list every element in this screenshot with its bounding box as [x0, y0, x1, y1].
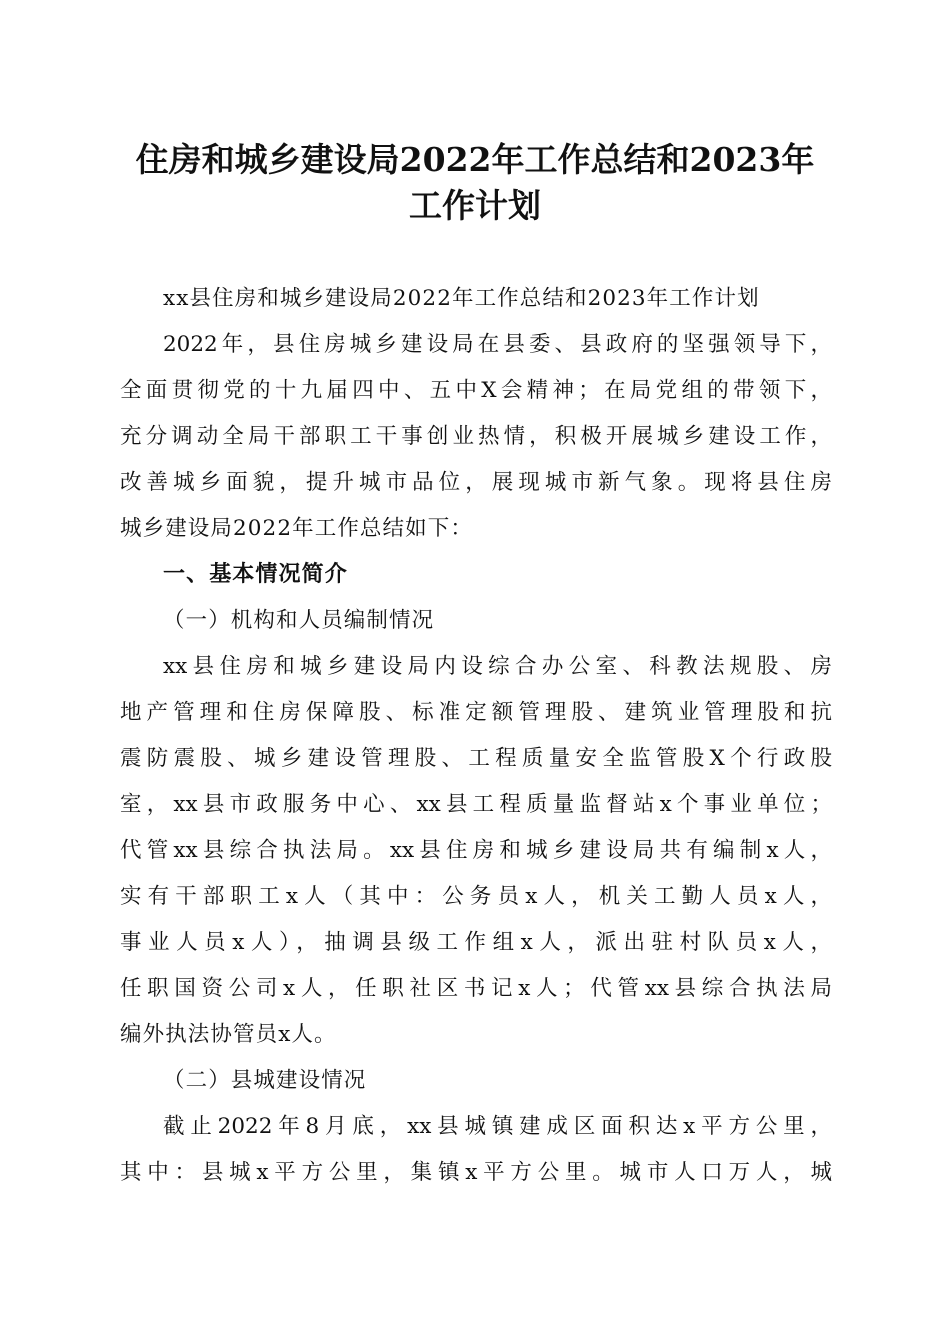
body-line: 编外执法协管员x人。: [120, 1022, 337, 1047]
body-line: xx县住房和城乡建设局内设综合办公室、科教法规股、房: [163, 654, 832, 679]
body-line: 充分调动全局干部职工干事创业热情，积极开展城乡建设工作，: [120, 424, 832, 449]
document-body: [120, 276, 832, 1196]
body-line: 代管xx县综合执法局。xx县住房和城乡建设局共有编制x人，: [120, 838, 832, 863]
body-line: 其中：县城x平方公里，集镇x平方公里。城市人口万人，城: [120, 1160, 832, 1185]
body-line: 截止2022年8月底，xx县城镇建成区面积达x平方公里，: [163, 1114, 832, 1139]
body-line: 室，xx县市政服务中心、xx县工程质量监督站x个事业单位；: [120, 792, 832, 817]
body-line: 全面贯彻党的十九届四中、五中X会精神；在局党组的带领下，: [120, 378, 832, 403]
body-line: 任职国资公司x人，任职社区书记x人；代管xx县综合执法局: [120, 976, 832, 1001]
body-line: 实有干部职工x人（其中：公务员x人，机关工勤人员x人，: [120, 884, 832, 909]
subsection-heading: （二）县城建设情况: [163, 1068, 367, 1093]
document-title-line-1: 住房和城乡建设局2022年工作总结和2023年: [135, 140, 815, 179]
body-line: 改善城乡面貌，提升城市品位，展现城市新气象。现将县住房: [120, 470, 832, 495]
section-heading: 一、基本情况简介: [163, 562, 348, 587]
body-line: xx县住房和城乡建设局2022年工作总结和2023年工作计划: [163, 286, 760, 311]
subsection-heading: （一）机构和人员编制情况: [163, 608, 435, 633]
body-line: 城乡建设局2022年工作总结如下：: [120, 516, 473, 541]
document-title-line-2: 工作计划: [409, 186, 541, 225]
body-line: 地产管理和住房保障股、标准定额管理股、建筑业管理股和抗: [120, 700, 832, 725]
body-line: 2022年，县住房城乡建设局在县委、县政府的坚强领导下，: [163, 332, 832, 357]
body-line: 震防震股、城乡建设管理股、工程质量安全监管股X个行政股: [120, 746, 832, 771]
body-line: 事业人员x人），抽调县级工作组x人，派出驻村队员x人，: [120, 930, 832, 955]
